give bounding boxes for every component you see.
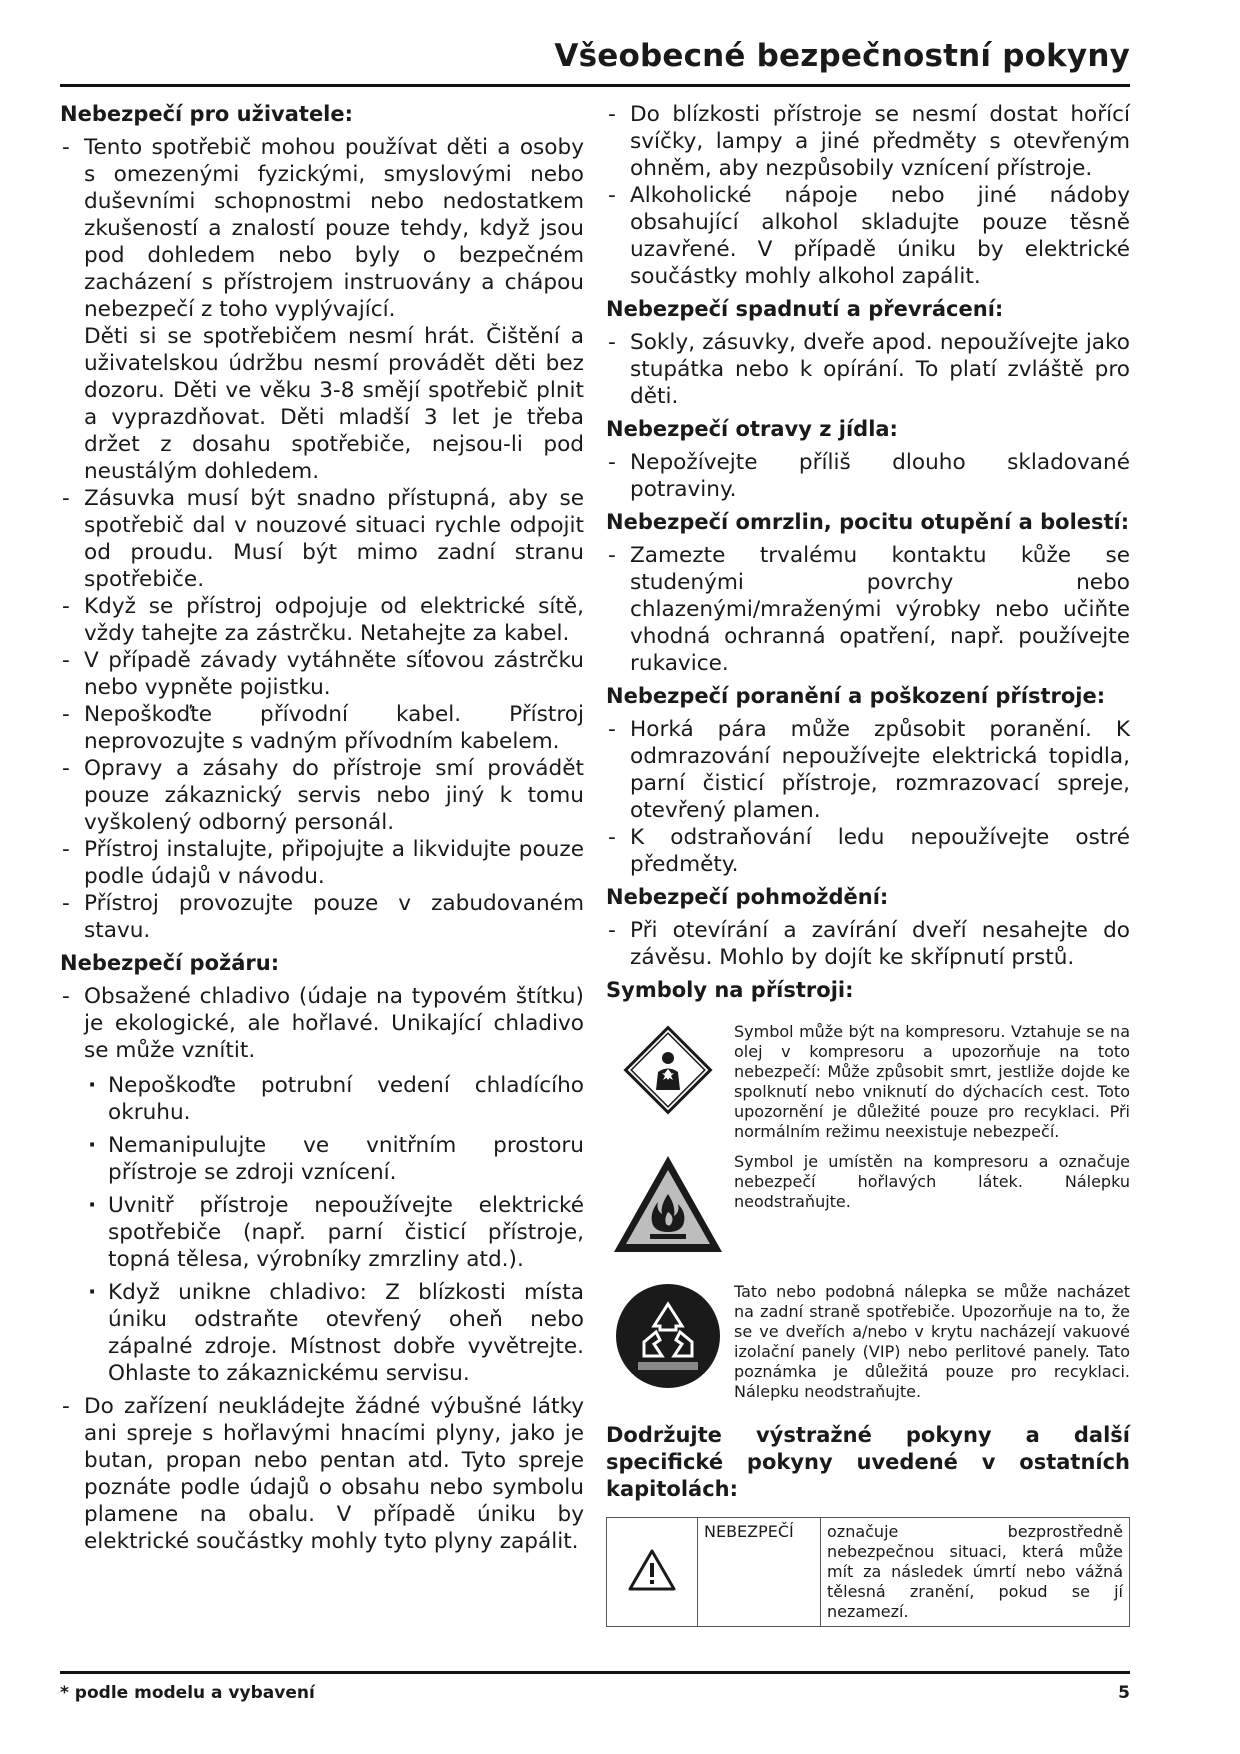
section-heading: Nebezpečí pro uživatele: (60, 102, 354, 126)
sub-list (84, 1072, 584, 1387)
sub-list-item: · Když unikne chladivo: Z blízkosti místa úniku odstraňte otevřený oheň nebo zápalné zdroje. Místnost dobře vyvětrejte. Ohlaste to zákaznickému servisu. (84, 1279, 584, 1387)
recycling-icon (614, 1282, 722, 1390)
left-column (60, 101, 584, 1561)
list-item: - Přístroj instalujte, připojujte a likvidujte pouze podle údajů v návodu. (60, 836, 584, 890)
list-item: - Horká pára může způsobit poranění. K odmrazování nepoužívejte elektrická topidla, parní čisticí přístroje, rozmrazovací spreje, otevřený plamen. (606, 716, 1130, 824)
sub-list-item: · Nepoškoďte potrubní vedení chladícího okruhu. (84, 1072, 584, 1126)
section-heading: Symboly na přístroji: (606, 978, 854, 1002)
footer-rule (60, 1671, 1130, 1674)
list-item: - Do zařízení neukládejte žádné výbušné látky ani spreje s hořlavými hnacími plyny, jako je butan, propan nebo pentan atd. Tyto spreje poznáte podle údajů o obsahu nebo symbolu plamene na obalu. V případě úniku by elektrické součástky mohly tyto plyny zapálit. (60, 1393, 584, 1555)
section-heading: Nebezpečí otravy z jídla: (606, 417, 898, 441)
list-item: - Sokly, zásuvky, dveře apod. nepoužívejte jako stupátka nebo k opírání. To platí zvláště pro děti. (606, 329, 1130, 410)
list-item: - Když se přístroj odpojuje od elektrické sítě, vždy tahejte za zástrčku. Netahejte za kabel. (60, 593, 584, 647)
list-item: - Obsažené chladivo (údaje na typovém štítku) je ekologické, ale hořlavé. Unikající chladivo se může vznítit. · Nepoškoďte potrubní vedení chladícího okruhu. · Nemanipulujte ve vnitřním prostoru přístroje se zdroji vznícení. · Uvnitř přístroje nepoužívejte elektrické spotřebiče (např. parní čisticí přístroje, topná tělesa, výrobníky zmrzliny atd.). · Když unikne chladivo: Z blízkosti místa úniku odstraňte otevřený oheň nebo zápalné zdroje. Místnost dobře vyvětrejte. Ohlaste to zákaznickému servisu. (60, 983, 584, 1387)
flammable-warning-icon (610, 1152, 726, 1256)
list-item: - K odstraňování ledu nepoužívejte ostré předměty. (606, 824, 1130, 878)
list-item: - Tento spotřebič mohou používat děti a osoby s omezenými fyzickými, smyslovými nebo duševními schopnostmi nebo nedostatkem zkušeností a znalostí pouze tehdy, když jsou pod dohledem nebo byly o bezpečném zacházení s přístrojem instruovány a chápou nebezpečí z toho vyplývající. Děti si se spotřebičem nesmí hrát. Čištění a uživatelskou údržbu nesmí provádět děti bez dozoru. Děti ve věku 3-8 smějí spotřebič plnit a vyprazdňovat. Děti mladší 3 let je třeba držet z dosahu spotřebiče, nejsou-li pod neustálým dohledem. (60, 134, 584, 485)
warning-table (606, 1517, 1130, 1627)
warning-label: NEBEZPEČÍ (698, 1518, 821, 1627)
symbol-row-recycling (606, 1282, 1130, 1402)
list-item: - Přístroj provozujte pouze v zabudovaném stavu. (60, 890, 584, 944)
list-item: - Zásuvka musí být snadno přístupná, aby se spotřebič dal v nouzové situaci rychle odpojit od proudu. Musí být mimo zadní stranu spotřebiče. (60, 485, 584, 593)
list-item: - Alkoholické nápoje nebo jiné nádoby obsahující alkohol skladujte pouze těsně uzavřené. V případě úniku by elektrické součástky mohly alkohol zapálit. (606, 182, 1130, 290)
frostbite-list (606, 542, 1130, 677)
health-hazard-icon (620, 1022, 716, 1118)
fire-danger-list-cont (606, 101, 1130, 290)
sub-list-item: · Uvnitř přístroje nepoužívejte elektrické spotřebiče (např. parní čisticí přístroje, topná tělesa, výrobníky zmrzliny atd.). (84, 1192, 584, 1273)
page-title: Všeobecné bezpečnostní pokyny (554, 38, 1130, 74)
symbol-description: Tato nebo podobná nálepka se může nacházet na zadní straně spotřebiče. Upozorňuje na to, že se ve dveřích a/nebo v krytu nacházejí vakuové izolační panely (VIP) nebo perlitové panely. Tato poznámka je důležitá pouze pro recyklaci. Nálepku neodstraňujte. (734, 1282, 1130, 1401)
fire-danger-list (60, 983, 584, 1555)
table-row (607, 1518, 1130, 1627)
header-rule (60, 84, 1130, 87)
list-item: - Nepoškoďte přívodní kabel. Přístroj neprovozujte s vadným přívodním kabelem. (60, 701, 584, 755)
right-column (606, 101, 1130, 1627)
section-heading: Nebezpečí požáru: (60, 951, 280, 975)
list-item: - Nepožívejte příliš dlouho skladované potraviny. (606, 449, 1130, 503)
warning-instructions-heading: Dodržujte výstražné pokyny a další specifické pokyny uvedené v ostatních kapitolách: (606, 1423, 1130, 1501)
list-item: - Opravy a zásahy do přístroje smí provádět pouze zákaznický servis nebo jiný k tomu vyškolený odborný personál. (60, 755, 584, 836)
warning-text: označuje bezprostředně nebezpečnou situaci, která může mít za následek úmrtí nebo vážná tělesná zranění, pokud se jí nezamezí. (821, 1518, 1130, 1627)
crushing-list (606, 917, 1130, 971)
list-item: - Do blízkosti přístroje se nesmí dostat hořící svíčky, lampy a jiné předměty s otevřeným ohněm, aby nezpůsobily vznícení přístroje. (606, 101, 1130, 182)
warning-triangle-icon (627, 1548, 677, 1592)
section-heading: Nebezpečí spadnutí a převrácení: (606, 297, 1004, 321)
footnote: * podle modelu a vybavení (60, 1683, 315, 1703)
list-item: - V případě závady vytáhněte síťovou zástrčku nebo vypněte pojistku. (60, 647, 584, 701)
user-danger-list (60, 134, 584, 944)
section-heading: Nebezpečí omrzlin, pocitu otupění a bolestí: (606, 510, 1130, 534)
section-heading: Nebezpečí poranění a poškození přístroje: (606, 684, 1106, 708)
injury-list (606, 716, 1130, 878)
symbol-description: Symbol může být na kompresoru. Vztahuje se na olej v kompresoru a upozorňuje na toto nebezpečí: Může způsobit smrt, jestliže dojde ke spolknutí nebo vniknutí do dýchacích cest. Toto upozornění je důležité pouze pro recyklaci. Při normálním režimu neexistuje nebezpečí. (734, 1022, 1130, 1141)
sub-list-item: · Nemanipulujte ve vnitřním prostoru přístroje se zdroji vznícení. (84, 1132, 584, 1186)
section-heading: Nebezpečí pohmoždění: (606, 885, 889, 909)
page-number: 5 (1118, 1683, 1130, 1703)
food-poisoning-list (606, 449, 1130, 503)
tipping-list (606, 329, 1130, 410)
symbol-row-health-hazard (606, 1022, 1130, 1142)
symbol-description: Symbol je umístěn na kompresoru a označuje nebezpečí hořlavých látek. Nálepku neodstraňujte. (734, 1152, 1130, 1211)
list-item: - Při otevírání a zavírání dveří nesahejte do závěsu. Mohlo by dojít ke skřípnutí prstů. (606, 917, 1130, 971)
symbol-row-flammable (606, 1152, 1130, 1256)
list-item: - Zamezte trvalému kontaktu kůže se studenými povrchy nebo chlazenými/mraženými výrobky nebo učiňte vhodná ochranná opatření, např. používejte rukavice. (606, 542, 1130, 677)
